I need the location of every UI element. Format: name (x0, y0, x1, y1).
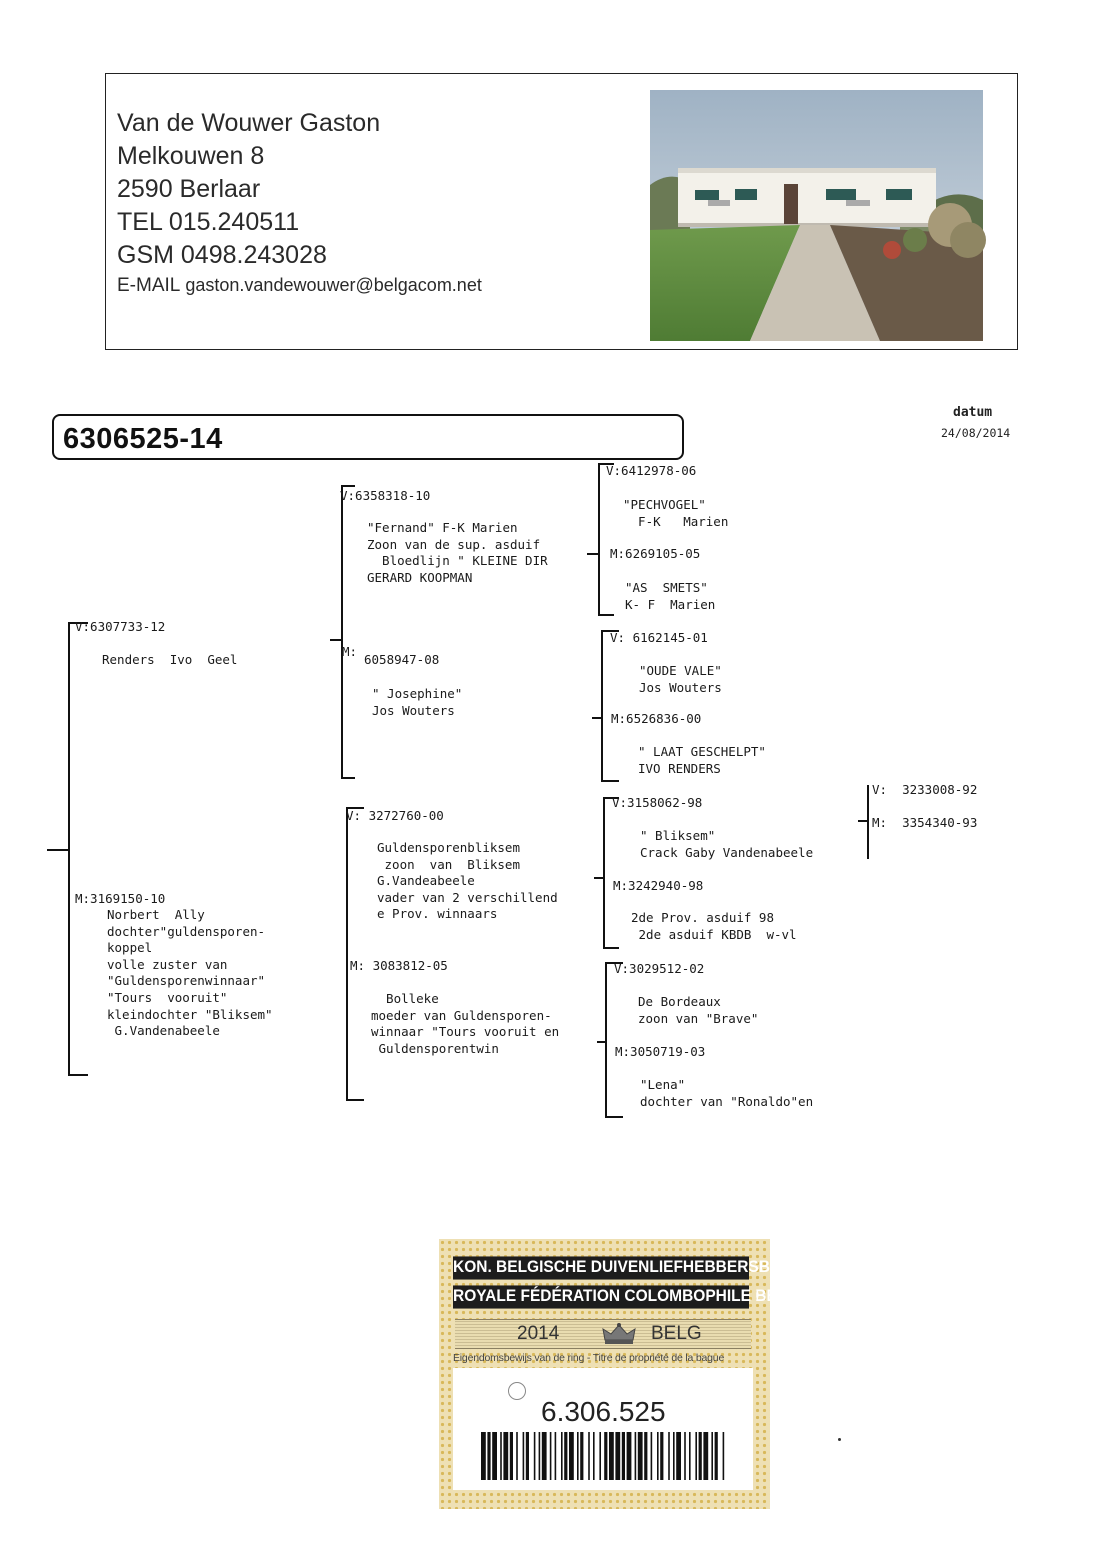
sire-ring: V:6307733-12 (75, 619, 166, 634)
sire-dam-note: " Josephine" Jos Wouters (372, 686, 463, 718)
dd-sire-note: De Bordeaux zoon van "Brave" (638, 994, 759, 1026)
ds-sire-note: " Bliksem" Crack Gaby Vandenabeele (640, 828, 814, 860)
card-number-box (453, 1368, 753, 1490)
sire-note: Renders Ivo Geel (102, 652, 238, 667)
bracket-sire-parents (341, 485, 358, 779)
bracket-sire-sire-parents (598, 463, 614, 616)
dd-dam-ring: M:3050719-03 (615, 1044, 706, 1059)
bracket-sire-dam-parents (601, 630, 619, 782)
owner-email: gaston.vandewouwer@belgacom.net (185, 275, 482, 295)
ds-dam-note: 2de Prov. asduif 98 2de asduif KBDB w-vl (631, 910, 797, 942)
scan-speck (838, 1438, 841, 1441)
dd-dam-note: "Lena" dochter van "Ronaldo"en (640, 1077, 814, 1109)
dss-sire-ring: V: 3233008-92 (872, 782, 978, 797)
ds-sire-ring: V:3158062-98 (612, 795, 703, 810)
ds-dam-ring: M:3242940-98 (613, 878, 704, 893)
root-connector (47, 849, 69, 851)
owner-email-line (117, 276, 482, 295)
crown-icon (601, 1322, 637, 1346)
loft-photo (650, 90, 983, 341)
sd-dam-ring: M:6526836-00 (611, 711, 702, 726)
bracket-parents (68, 622, 88, 1076)
owner-city: 2590 Berlaar (117, 175, 261, 203)
email-label: E-MAIL (117, 275, 181, 296)
owner-mobile: GSM 0498.243028 (117, 241, 327, 269)
owner-name: Van de Wouwer Gaston (117, 109, 381, 137)
owner-telephone: TEL 015.240511 (117, 208, 300, 236)
sd-sire-ring: V: 6162145-01 (610, 630, 708, 645)
ss-dam-note: "AS SMETS" K- F Marien (625, 580, 716, 612)
dam-dam-note: Bolleke moeder van Guldensporen- winnaar "Tours vooruit en Guldensporentwin (371, 991, 560, 1056)
dam-note: Norbert Ally dochter"guldensporen- koppel volle zuster van "Guldensporenwinnaar" "Tours vooruit" kleindochter "Bliksem" G.Vandenabeele (107, 907, 273, 1039)
sd-dam-note: " LAAT GESCHELPT" IVO RENDERS (638, 744, 766, 776)
ss-sire-note: "PECHVOGEL" F-K Marien (623, 497, 729, 529)
owner-card (105, 73, 1018, 350)
card-year: 2014 (517, 1323, 560, 1344)
sd-sire-note: "OUDE VALE" Jos Wouters (639, 663, 722, 695)
bracket-dam-dam-parents (605, 962, 623, 1118)
dss-dam-ring: M: 3354340-93 (872, 815, 978, 830)
sire-dam-ring-prefix: M: (342, 644, 358, 659)
federation-name-nl: KON. BELGISCHE DUIVENLIEFHEBBERSBOND (453, 1256, 749, 1279)
card-ring-number: 6.306.525 (541, 1396, 666, 1427)
sire-dam-ring: 6058947-08 (364, 652, 440, 667)
barcode-icon (481, 1432, 731, 1480)
datum-value: 24/08/2014 (941, 426, 1011, 440)
sire-sire-note: "Fernand" F-K Marien Zoon van de sup. asduif Bloedlijn " KLEINE DIR GERARD KOOPMAN (367, 520, 548, 585)
card-year-row (455, 1319, 751, 1349)
dam-sire-ring: V: 3272760-00 (346, 808, 444, 823)
federation-name-fr: ROYALE FÉDÉRATION COLOMBOPHILE BELGE (453, 1285, 749, 1308)
bracket-dam-parents (346, 807, 364, 1101)
ss-sire-ring: V:6412978-06 (606, 463, 697, 478)
dd-sire-ring: V:3029512-02 (614, 961, 705, 976)
punch-hole-icon (508, 1382, 526, 1400)
ownership-title: Eigendomsbewijs van de ring - Titre de propriété de la bague (453, 1352, 725, 1364)
dam-ring: M:3169150-10 (75, 891, 166, 906)
owner-street: Melkouwen 8 (117, 142, 265, 170)
card-country: BELG (651, 1323, 702, 1344)
datum-label: datum (953, 405, 993, 420)
ring-number: 6306525-14 (63, 423, 223, 455)
ss-dam-ring: M:6269105-05 (610, 546, 701, 561)
dam-sire-note: Guldensporenbliksem zoon van Bliksem G.Vandeabeele vader van 2 verschillend e Prov. winnaars (377, 840, 558, 922)
bracket-level4-line (867, 785, 869, 859)
ring-number-banner (52, 414, 684, 460)
sire-sire-ring: V:6358318-10 (340, 488, 431, 503)
ring-ownership-card (439, 1239, 809, 1509)
bracket-dam-sire-parents (603, 797, 619, 949)
dam-dam-ring: M: 3083812-05 (350, 958, 448, 973)
